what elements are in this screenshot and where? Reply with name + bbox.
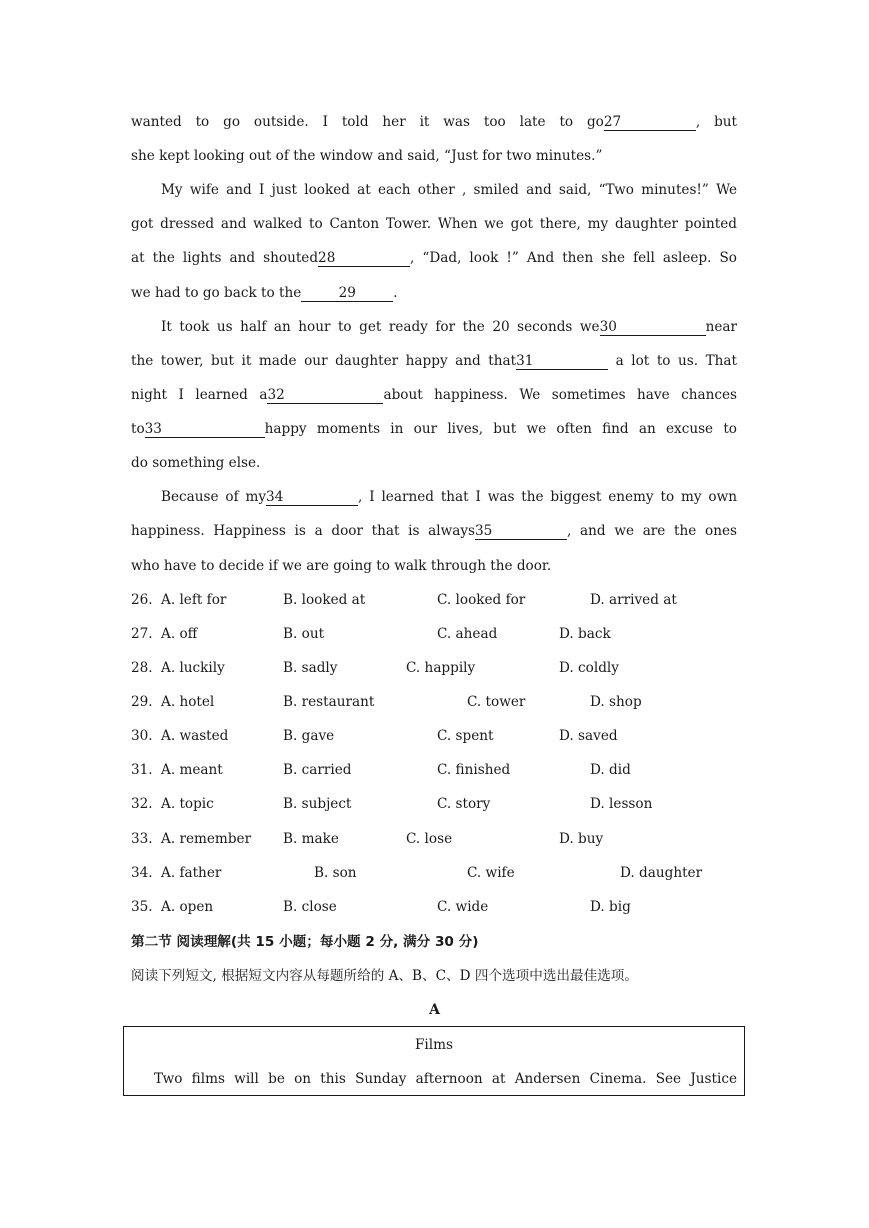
option-d: D. big xyxy=(590,899,631,915)
passage-line-10 xyxy=(131,419,737,439)
passage-text: we had to go back to the xyxy=(131,285,302,301)
passage-text: happiness. Happiness is a door that is always xyxy=(131,523,476,539)
option-c: C. happily xyxy=(406,660,476,676)
option-c: C. spent xyxy=(437,728,494,744)
option-c: C. looked for xyxy=(437,592,526,608)
passage-text: the tower, but it made our daughter happy and that xyxy=(131,353,517,369)
option-d: D. back xyxy=(559,626,611,642)
option-b: B. gave xyxy=(283,728,335,744)
passage-line-7 xyxy=(131,317,737,337)
option-b: B. looked at xyxy=(283,592,366,608)
passage-text: happy moments in our lives, but we often find an excuse to xyxy=(264,421,737,437)
option-b: B. son xyxy=(314,865,357,881)
blank-30: 30 xyxy=(600,319,706,336)
question-26 xyxy=(131,590,737,610)
option-a: A. luckily xyxy=(161,660,225,676)
option-d: D. did xyxy=(590,762,631,778)
question-number: 28. xyxy=(131,660,153,676)
option-b: B. carried xyxy=(283,762,352,778)
passage-text: , and we are the ones xyxy=(567,523,737,539)
question-number: 32. xyxy=(131,796,153,812)
part-letter: A xyxy=(429,1002,440,1018)
passage-line-13 xyxy=(131,521,737,541)
question-number: 30. xyxy=(131,728,153,744)
option-b: B. out xyxy=(283,626,325,642)
passage-text: night I learned a xyxy=(131,387,268,403)
passage-text: , I learned that I was the biggest enemy to my own xyxy=(358,489,737,505)
option-c: C. wife xyxy=(467,865,515,881)
question-34 xyxy=(131,863,737,883)
box-text: Two films will be on this Sunday afternoon at Andersen Cinema. See Justice xyxy=(154,1071,737,1087)
question-29 xyxy=(131,692,737,712)
blank-33: 33 xyxy=(145,421,265,438)
option-a: A. remember xyxy=(161,831,252,847)
passage-line-11: do something else. xyxy=(131,455,261,471)
passage-line-1 xyxy=(131,112,737,132)
passage-line-12 xyxy=(131,487,737,507)
passage-text: to xyxy=(131,421,145,437)
option-d: D. daughter xyxy=(620,865,703,881)
passage-text: a lot to us. That xyxy=(608,353,738,369)
blank-34: 34 xyxy=(266,489,358,506)
passage-line-5 xyxy=(131,248,737,268)
passage-text: It took us half an hour to get ready for the 20 seconds we xyxy=(161,319,600,335)
passage-text: wanted to go outside. I told her it was too late to go xyxy=(131,114,604,130)
question-number: 27. xyxy=(131,626,153,642)
option-c: C. finished xyxy=(437,762,511,778)
option-d: D. arrived at xyxy=(590,592,677,608)
question-33 xyxy=(131,829,737,849)
option-b: B. close xyxy=(283,899,337,915)
blank-31: 31 xyxy=(516,353,608,370)
option-a: A. off xyxy=(161,626,198,642)
box-title: Films xyxy=(415,1037,453,1053)
option-c: C. lose xyxy=(406,831,453,847)
blank-35: 35 xyxy=(475,523,567,540)
blank-28: 28 xyxy=(318,250,410,267)
question-32 xyxy=(131,794,737,814)
option-b: B. restaurant xyxy=(283,694,375,710)
blank-29: 29 xyxy=(301,285,393,302)
section-title: 第二节 阅读理解(共 15 小题；每小题 2 分, 满分 30 分) xyxy=(131,934,479,950)
option-a: A. father xyxy=(161,865,222,881)
question-30 xyxy=(131,726,737,746)
section-instruction: 阅读下列短文, 根据短文内容从每题所给的 A、B、C、D 四个选项中选出最佳选项。 xyxy=(131,968,638,984)
question-35 xyxy=(131,897,737,917)
passage-text: , “Dad, look !” And then she fell asleep. So xyxy=(410,250,737,266)
passage-line-9 xyxy=(131,385,737,405)
passage-line-3: My wife and I just looked at each other , smiled and said, “Two minutes!” We xyxy=(161,182,737,198)
question-31 xyxy=(131,760,737,780)
question-number: 35. xyxy=(131,899,153,915)
question-number: 31. xyxy=(131,762,153,778)
option-c: C. tower xyxy=(467,694,526,710)
option-c: C. story xyxy=(437,796,491,812)
question-number: 34. xyxy=(131,865,153,881)
option-d: D. lesson xyxy=(590,796,653,812)
passage-text: Because of my xyxy=(161,489,267,505)
blank-32: 32 xyxy=(267,387,383,404)
question-27 xyxy=(131,624,737,644)
passage-line-8 xyxy=(131,351,737,371)
question-number: 26. xyxy=(131,592,153,608)
films-notice-box xyxy=(123,1026,745,1096)
option-a: A. meant xyxy=(161,762,223,778)
question-number: 33. xyxy=(131,831,153,847)
blank-27: 27 xyxy=(604,114,696,131)
option-a: A. left for xyxy=(161,592,227,608)
passage-text: , but xyxy=(695,114,738,130)
option-d: D. buy xyxy=(559,831,604,847)
option-a: A. topic xyxy=(161,796,214,812)
passage-line-14: who have to decide if we are going to walk through the door. xyxy=(131,558,552,574)
question-number: 29. xyxy=(131,694,153,710)
option-d: D. coldly xyxy=(559,660,619,676)
option-b: B. make xyxy=(283,831,339,847)
option-d: D. saved xyxy=(559,728,618,744)
option-c: C. ahead xyxy=(437,626,498,642)
option-c: C. wide xyxy=(437,899,489,915)
passage-text: at the lights and shouted xyxy=(131,250,319,266)
passage-text: . xyxy=(393,285,398,301)
option-a: A. wasted xyxy=(161,728,229,744)
passage-line-2: she kept looking out of the window and said, “Just for two minutes.” xyxy=(131,148,603,164)
question-28 xyxy=(131,658,737,678)
passage-line-4: got dressed and walked to Canton Tower. When we got there, my daughter pointed xyxy=(131,216,737,232)
option-a: A. open xyxy=(161,899,214,915)
passage-text: about happiness. We sometimes have chances xyxy=(383,387,737,403)
option-b: B. sadly xyxy=(283,660,338,676)
passage-line-6 xyxy=(131,283,737,303)
option-d: D. shop xyxy=(590,694,642,710)
option-b: B. subject xyxy=(283,796,352,812)
option-a: A. hotel xyxy=(161,694,215,710)
passage-text: near xyxy=(705,319,737,335)
